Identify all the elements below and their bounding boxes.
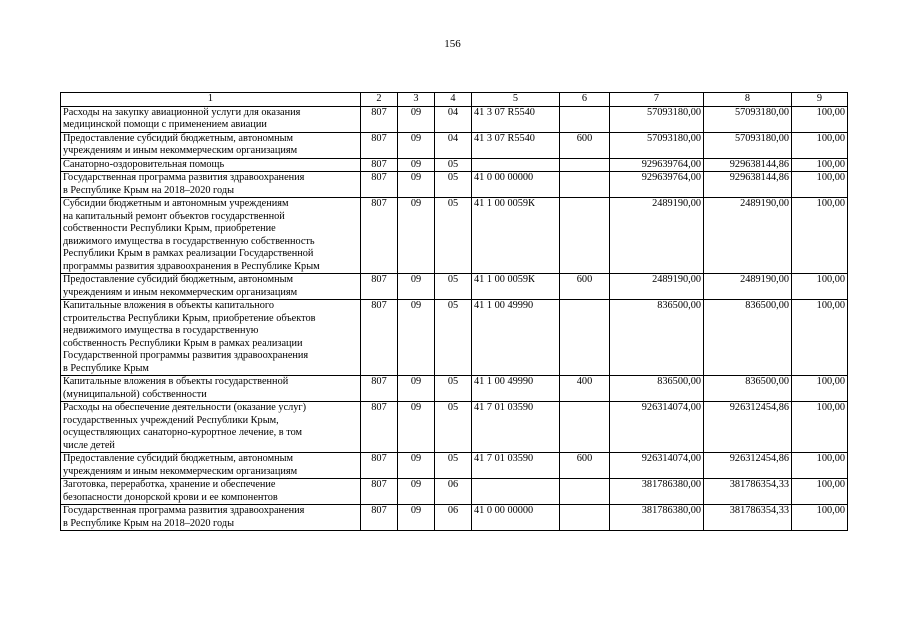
cell-percent: 100,00 <box>792 172 848 198</box>
cell-subsection: 04 <box>435 106 472 132</box>
cell-target-article: 41 1 00 49990 <box>472 376 560 402</box>
cell-section: 09 <box>398 479 435 505</box>
cell-executed-amount: 57093180,00 <box>704 132 792 158</box>
table-row <box>61 479 848 505</box>
cell-subsection: 05 <box>435 402 472 453</box>
cell-percent: 100,00 <box>792 198 848 274</box>
table-row <box>61 453 848 479</box>
cell-ministry-code: 807 <box>361 453 398 479</box>
cell-ministry-code: 807 <box>361 274 398 300</box>
cell-expense-type <box>560 158 610 172</box>
cell-ministry-code: 807 <box>361 106 398 132</box>
cell-description: Капитальные вложения в объекты капитального строительства Республики Крым, приобретение объектов недвижимого имущества в государственную собственность Республики Крым в рамках реализации Государственной программы развития здравоохранения в Республике Крым <box>61 300 361 376</box>
cell-ministry-code: 807 <box>361 158 398 172</box>
cell-percent: 100,00 <box>792 158 848 172</box>
cell-percent: 100,00 <box>792 106 848 132</box>
cell-subsection: 05 <box>435 274 472 300</box>
cell-description: Государственная программа развития здравоохранения в Республике Крым на 2018–2020 годы <box>61 172 361 198</box>
cell-executed-amount: 929638144,86 <box>704 158 792 172</box>
cell-section: 09 <box>398 274 435 300</box>
cell-executed-amount: 2489190,00 <box>704 274 792 300</box>
table-row <box>61 198 848 274</box>
cell-subsection: 05 <box>435 172 472 198</box>
cell-target-article: 41 3 07 R5540 <box>472 106 560 132</box>
cell-approved-amount: 929639764,00 <box>610 158 704 172</box>
cell-description: Государственная программа развития здравоохранения в Республике Крым на 2018–2020 годы <box>61 505 361 531</box>
cell-expense-type: 600 <box>560 453 610 479</box>
table-row <box>61 106 848 132</box>
cell-section: 09 <box>398 198 435 274</box>
cell-section: 09 <box>398 300 435 376</box>
cell-subsection: 06 <box>435 505 472 531</box>
cell-ministry-code: 807 <box>361 300 398 376</box>
cell-approved-amount: 57093180,00 <box>610 106 704 132</box>
cell-target-article <box>472 479 560 505</box>
cell-target-article: 41 7 01 03590 <box>472 453 560 479</box>
cell-executed-amount: 381786354,33 <box>704 505 792 531</box>
table-row <box>61 376 848 402</box>
cell-approved-amount: 57093180,00 <box>610 132 704 158</box>
table-header <box>61 93 848 107</box>
table-body <box>61 106 848 531</box>
cell-subsection: 05 <box>435 453 472 479</box>
cell-target-article: 41 1 00 0059К <box>472 198 560 274</box>
column-header-3: 3 <box>398 93 435 107</box>
column-header-2: 2 <box>361 93 398 107</box>
cell-description: Субсидии бюджетным и автономным учреждениям на капитальный ремонт объектов государственной собственности Республики Крым, приобретение движимого имущества в государственную собственность Республики Крым в рамках реализации Государственной программы развития здравоохранения в Республике Крым <box>61 198 361 274</box>
cell-approved-amount: 2489190,00 <box>610 198 704 274</box>
cell-target-article: 41 1 00 49990 <box>472 300 560 376</box>
column-header-8: 8 <box>704 93 792 107</box>
cell-approved-amount: 926314074,00 <box>610 453 704 479</box>
cell-percent: 100,00 <box>792 300 848 376</box>
cell-ministry-code: 807 <box>361 505 398 531</box>
cell-expense-type <box>560 106 610 132</box>
column-header-1: 1 <box>61 93 361 107</box>
cell-executed-amount: 926312454,86 <box>704 402 792 453</box>
cell-section: 09 <box>398 106 435 132</box>
cell-subsection: 05 <box>435 300 472 376</box>
budget-table <box>60 92 848 531</box>
cell-approved-amount: 836500,00 <box>610 376 704 402</box>
cell-description: Капитальные вложения в объекты государственной (муниципальной) собственности <box>61 376 361 402</box>
cell-description: Предоставление субсидий бюджетным, автономным учреждениям и иным некоммерческим организациям <box>61 132 361 158</box>
cell-section: 09 <box>398 505 435 531</box>
cell-executed-amount: 929638144,86 <box>704 172 792 198</box>
cell-section: 09 <box>398 158 435 172</box>
cell-percent: 100,00 <box>792 453 848 479</box>
table-row <box>61 274 848 300</box>
cell-section: 09 <box>398 453 435 479</box>
cell-description: Расходы на закупку авиационной услуги для оказания медицинской помощи с применением авиации <box>61 106 361 132</box>
cell-target-article: 41 0 00 00000 <box>472 172 560 198</box>
cell-percent: 100,00 <box>792 376 848 402</box>
cell-subsection: 04 <box>435 132 472 158</box>
column-header-9: 9 <box>792 93 848 107</box>
cell-approved-amount: 926314074,00 <box>610 402 704 453</box>
cell-ministry-code: 807 <box>361 198 398 274</box>
header-row <box>61 93 848 107</box>
cell-description: Предоставление субсидий бюджетным, автономным учреждениям и иным некоммерческим организациям <box>61 274 361 300</box>
cell-target-article <box>472 158 560 172</box>
cell-approved-amount: 836500,00 <box>610 300 704 376</box>
column-header-4: 4 <box>435 93 472 107</box>
cell-ministry-code: 807 <box>361 479 398 505</box>
column-header-7: 7 <box>610 93 704 107</box>
cell-expense-type <box>560 479 610 505</box>
cell-expense-type: 400 <box>560 376 610 402</box>
cell-section: 09 <box>398 402 435 453</box>
cell-description: Предоставление субсидий бюджетным, автономным учреждениям и иным некоммерческим организациям <box>61 453 361 479</box>
cell-target-article: 41 1 00 0059К <box>472 274 560 300</box>
cell-executed-amount: 836500,00 <box>704 376 792 402</box>
cell-executed-amount: 381786354,33 <box>704 479 792 505</box>
cell-approved-amount: 929639764,00 <box>610 172 704 198</box>
cell-section: 09 <box>398 132 435 158</box>
cell-expense-type <box>560 402 610 453</box>
cell-description: Расходы на обеспечение деятельности (оказание услуг) государственных учреждений Республики Крым, осуществляющих санаторно-курортное лечение, в том числе детей <box>61 402 361 453</box>
table-row <box>61 158 848 172</box>
table-row <box>61 402 848 453</box>
cell-expense-type <box>560 172 610 198</box>
cell-executed-amount: 926312454,86 <box>704 453 792 479</box>
cell-expense-type: 600 <box>560 132 610 158</box>
cell-target-article: 41 7 01 03590 <box>472 402 560 453</box>
cell-percent: 100,00 <box>792 479 848 505</box>
cell-percent: 100,00 <box>792 274 848 300</box>
cell-expense-type <box>560 198 610 274</box>
cell-expense-type <box>560 300 610 376</box>
cell-approved-amount: 381786380,00 <box>610 505 704 531</box>
column-header-6: 6 <box>560 93 610 107</box>
table-row <box>61 300 848 376</box>
cell-section: 09 <box>398 172 435 198</box>
cell-expense-type: 600 <box>560 274 610 300</box>
cell-approved-amount: 381786380,00 <box>610 479 704 505</box>
table-row <box>61 132 848 158</box>
cell-target-article: 41 0 00 00000 <box>472 505 560 531</box>
cell-subsection: 06 <box>435 479 472 505</box>
cell-section: 09 <box>398 376 435 402</box>
cell-executed-amount: 57093180,00 <box>704 106 792 132</box>
cell-approved-amount: 2489190,00 <box>610 274 704 300</box>
cell-ministry-code: 807 <box>361 172 398 198</box>
cell-description: Санаторно-оздоровительная помощь <box>61 158 361 172</box>
cell-ministry-code: 807 <box>361 132 398 158</box>
cell-description: Заготовка, переработка, хранение и обеспечение безопасности донорской крови и ее компонентов <box>61 479 361 505</box>
cell-percent: 100,00 <box>792 505 848 531</box>
cell-executed-amount: 836500,00 <box>704 300 792 376</box>
cell-ministry-code: 807 <box>361 402 398 453</box>
page-number: 156 <box>444 38 461 50</box>
table-row <box>61 505 848 531</box>
cell-ministry-code: 807 <box>361 376 398 402</box>
cell-target-article: 41 3 07 R5540 <box>472 132 560 158</box>
column-header-5: 5 <box>472 93 560 107</box>
cell-executed-amount: 2489190,00 <box>704 198 792 274</box>
cell-percent: 100,00 <box>792 132 848 158</box>
cell-subsection: 05 <box>435 376 472 402</box>
table-row <box>61 172 848 198</box>
cell-expense-type <box>560 505 610 531</box>
cell-subsection: 05 <box>435 158 472 172</box>
cell-subsection: 05 <box>435 198 472 274</box>
cell-percent: 100,00 <box>792 402 848 453</box>
